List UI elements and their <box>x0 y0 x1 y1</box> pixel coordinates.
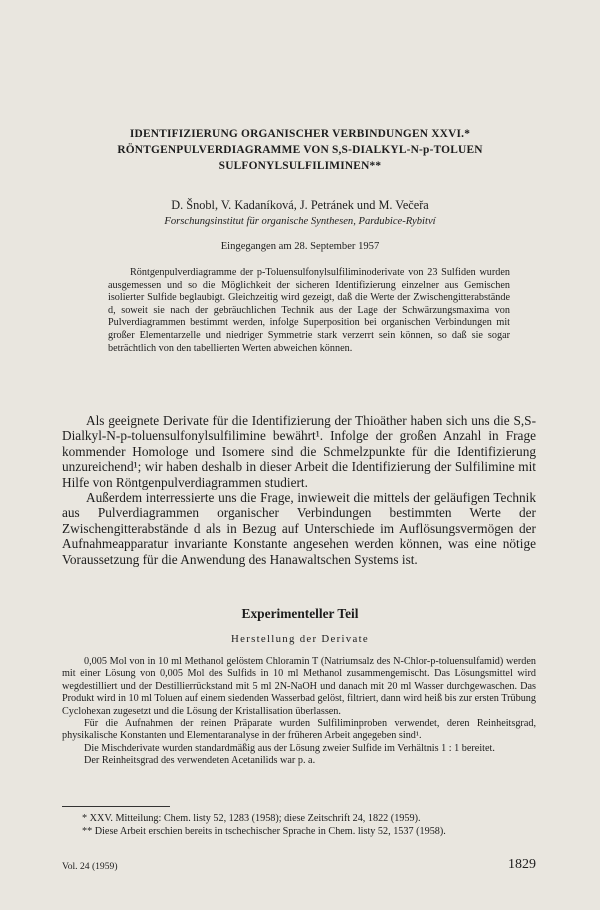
institute: Forschungsinstitut für organische Synthesen, Pardubice-Rybitví <box>164 216 436 227</box>
page-number: 1829 <box>508 857 536 872</box>
abstract: Röntgenpulverdiagramme der p-Toluensulfonylsulfiliminoderivate von 23 Sulfiden wurden ausgemessen und so die Möglichkeit der sicheren Identifizierung einzelner aus Gemischen isolierter Sulfide beglaubigt. Gleichzeitig wird gezeigt, daß die Werte der Zwischengitterabstände d, soweit sie nach der gebräuchlichen Technik aus der Lage der Schwärzungsmaxima von Pulverdiagrammen bestimmt werden, infolge Superposition bei organischen Verbindungen mit großer Elementarzelle und niedriger Symmetrie stark verzerrt sein können, so daß sie sogar beträchtlich von den tabellierten Werten abweichen können. <box>108 267 510 354</box>
title-line-1: IDENTIFIZIERUNG ORGANISCHER VERBINDUNGEN XXVI.* <box>129 128 471 140</box>
volume-label: Vol. 24 (1959) <box>62 861 118 872</box>
footnote-1: * XXV. Mitteilung: Chem. listy 52, 1283 (1958); diese Zeitschrift 24, 1822 (1959). <box>82 813 421 824</box>
intro-paragraph-2: Außerdem interressierte uns die Frage, inwieweit die mittels der geläufigen Technik aus Pulverdiagrammen organischer Verbindungen bestimmten Werte der Zwischengitterabstände d als in Bezug auf Unterschiede im Auflösungsvermögen der Aufnahmeapparatur invariante Konstante angesehen werden können, was eine nötige Voraussetzung für die Anwendung des Hanawaltschen Systems ist. <box>62 490 536 567</box>
section-subheading: Herstellung der Derivate <box>231 633 369 645</box>
footnotes <box>62 812 536 838</box>
received-date: Eingegangen am 28. September 1957 <box>220 241 380 252</box>
experimental-text <box>62 656 536 768</box>
footnote-2: ** Diese Arbeit erschien bereits in tschechischer Sprache in Chem. listy 52, 1537 (1958). <box>82 826 446 837</box>
experimental-paragraph-3: Die Mischderivate wurden standardmäßig aus der Lösung zweier Sulfide im Verhältnis 1 : 1 bereitet. <box>84 742 495 754</box>
section-heading: Experimenteller Teil <box>241 606 359 621</box>
title-line-2: RÖNTGENPULVERDIAGRAMME VON S,S-DIALKYL-N-p-TOLUEN <box>117 144 483 156</box>
experimental-paragraph-4: Der Reinheitsgrad des verwendeten Acetanilids war p. a. <box>84 755 316 767</box>
experimental-paragraph-2: Für die Aufnahmen der reinen Präparate wurden Sulfiliminproben verwendet, deren Reinheitsgrad, physikalische Konstanten und Elementaranalyse in der früheren Arbeit angegeben sind¹. <box>62 718 536 742</box>
experimental-paragraph-1: 0,005 Mol von in 10 ml Methanol gelöstem Chloramin T (Natriumsalz des N-Chlor-p-toluensulfamid) werden mit einer Lösung von 0,005 Mol des Sulfids in 10 ml Methanol zusammengemischt. Das Lösungsmittel wird wegdestilliert und der Destillierrückstand mit 5 ml 2N-NaOH und danach mit 20 ml Wasser durchgewaschen. Das Produkt wird in 10 ml Toluen auf einem siedenden Wasserbad gelöst, filtriert, dann wird heiß bis zur ersten Trübung Cyclohexan zugesetzt und die Lösung der Kristallisation überlassen. <box>62 656 536 717</box>
article-title <box>40 126 560 174</box>
introduction <box>62 413 536 567</box>
title-line-3: SULFONYLSULFILIMINEN** <box>218 160 382 172</box>
footnote-divider <box>62 806 170 807</box>
authors: D. Šnobl, V. Kadaníková, J. Petránek und M. Večeřa <box>171 198 429 212</box>
intro-paragraph-1: Als geeignete Derivate für die Identifizierung der Thioäther haben sich uns die S,S-Dialkyl-N-p-toluensulfonylsulfilimine bewährt¹. Infolge der großen Anzahl in Frage kommender Homologe und Isomere sind die Schmelzpunkte für die Identifizierung unzureichend¹; wir haben deshalb in dieser Arbeit die Identifizierung der Sulfilimine mit Hilfe von Röntgenpulverdiagrammen studiert. <box>62 413 536 490</box>
